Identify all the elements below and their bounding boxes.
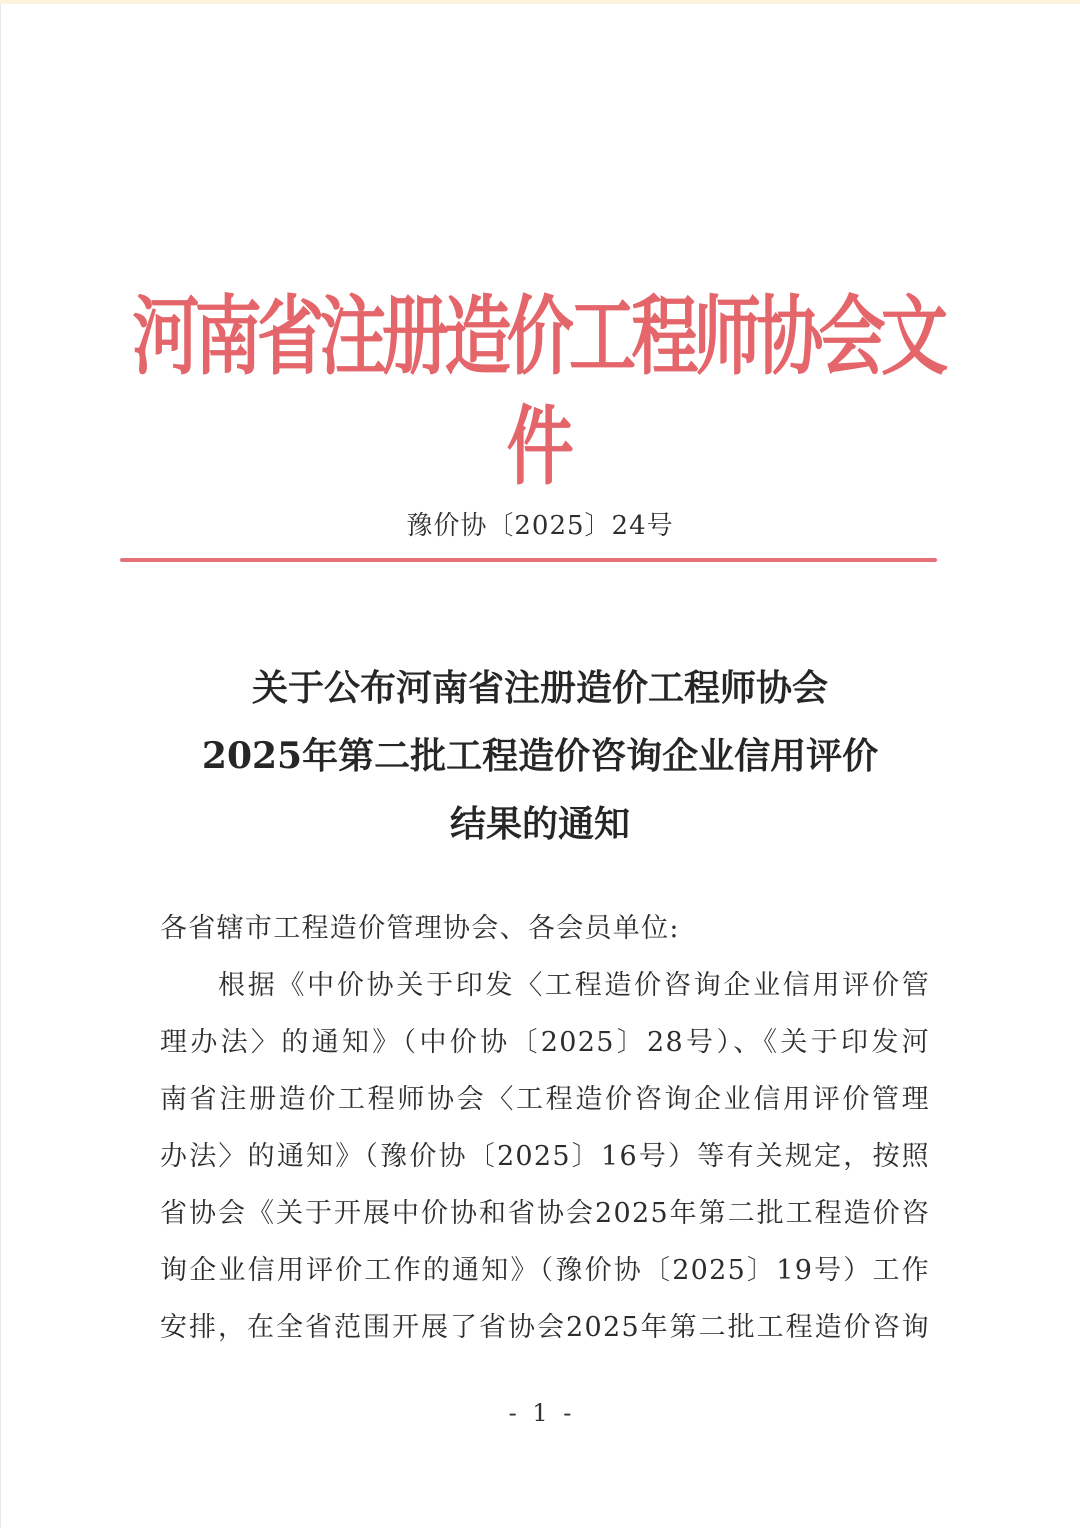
body-line-1: 根据《中价协关于印发〈工程造价咨询企业信用评价管 xyxy=(218,970,930,1001)
title-line-2: 2025年第二批工程造价咨询企业信用评价 xyxy=(201,735,879,777)
document-masthead: 河南省注册造价工程师协会文件 xyxy=(132,287,944,497)
red-divider-rule xyxy=(120,558,937,562)
body-line-6: 询企业信用评价工作的通知》（豫价协〔2025〕19号）工作 xyxy=(160,1255,930,1286)
body-line-5: 省协会《关于开展中价协和省协会2025年第二批工程造价咨 xyxy=(160,1198,930,1229)
body-line-7: 安排，在全省范围开展了省协会2025年第二批工程造价咨询 xyxy=(160,1312,930,1343)
document-title xyxy=(0,654,1080,858)
title-line-3: 结果的通知 xyxy=(449,803,630,845)
body-line-4: 办法〉的通知》（豫价协〔2025〕16号）等有关规定，按照 xyxy=(160,1141,930,1172)
document-body xyxy=(160,900,930,1356)
page-top-edge xyxy=(0,0,1080,4)
body-line-3: 南省注册造价工程师协会〈工程造价咨询企业信用评价管理 xyxy=(160,1084,930,1115)
salutation: 各省辖市工程造价管理协会、各会员单位: xyxy=(160,913,680,944)
title-line-1: 关于公布河南省注册造价工程师协会 xyxy=(251,667,828,709)
document-number: 豫价协〔2025〕24号 xyxy=(406,511,674,541)
page-number: - 1 - xyxy=(508,1399,572,1427)
body-line-2: 理办法〉的通知》（中价协〔2025〕28号）、《关于印发河 xyxy=(160,1027,930,1058)
